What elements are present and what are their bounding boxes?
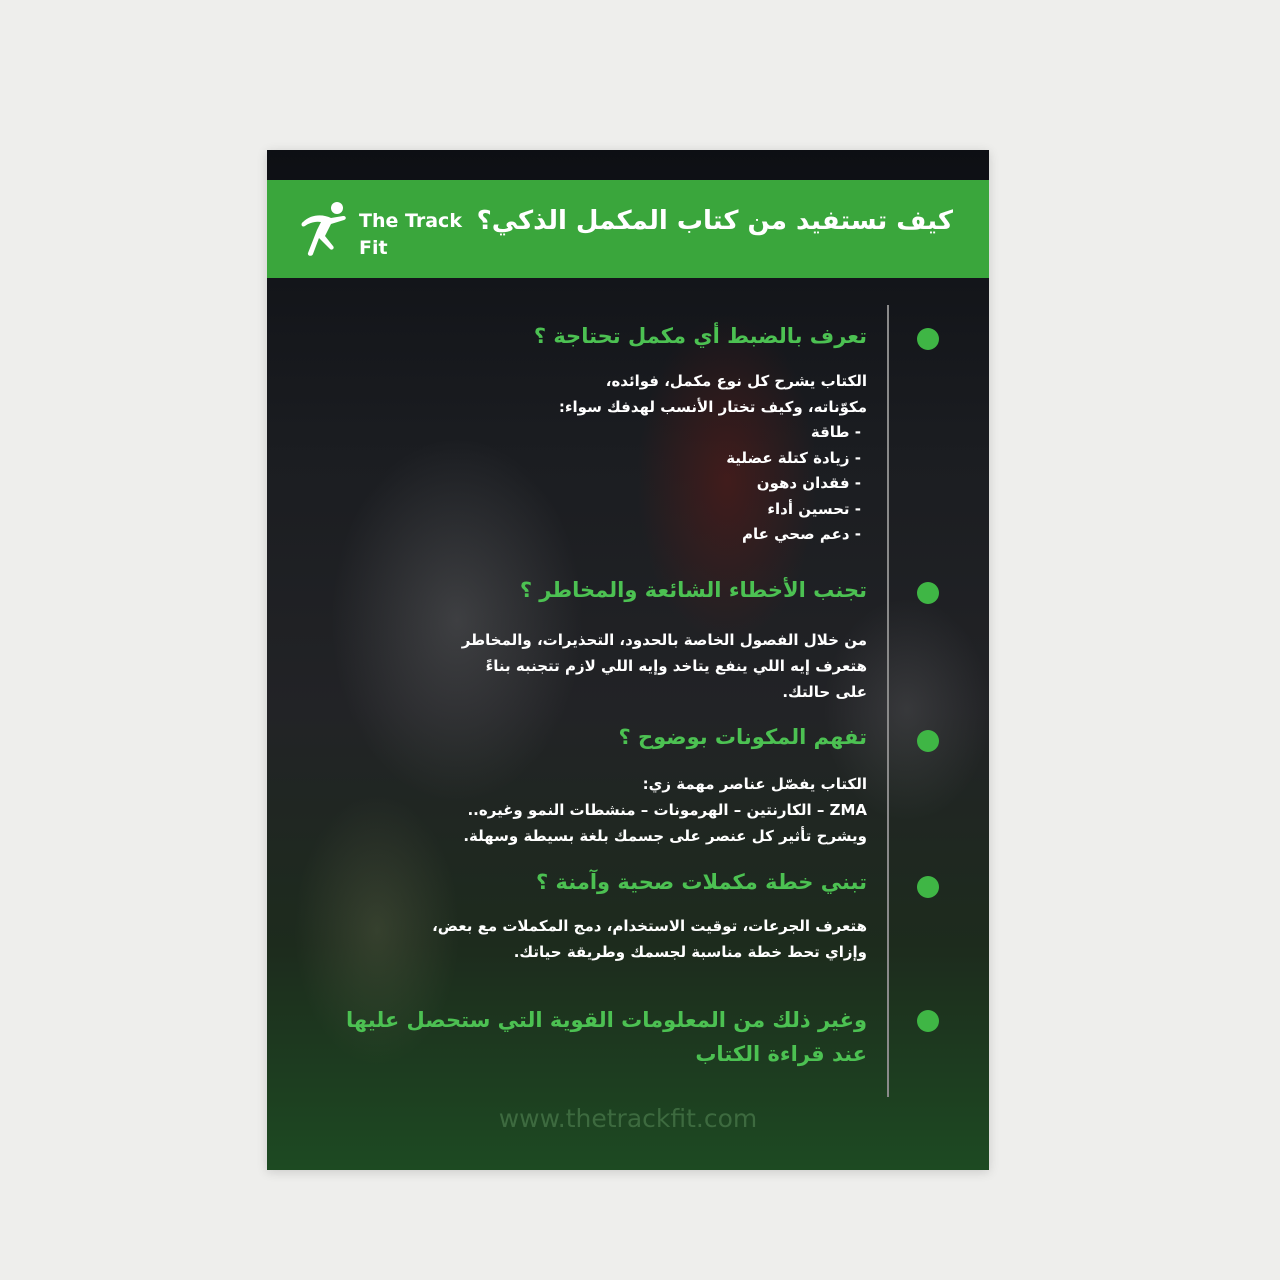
flyer	[267, 150, 989, 1170]
section-text-line: الكتاب يشرح كل نوع مكمل، فوائده،	[605, 372, 867, 390]
section-title: تفهم المكونات بوضوح ؟	[618, 725, 867, 749]
timeline-dot	[917, 328, 939, 350]
section-text-line: مكوّناته، وكيف تختار الأنسب لهدفك سواء:	[558, 398, 867, 416]
section-avoid-mistakes	[520, 578, 867, 602]
logo-text	[359, 208, 479, 262]
timeline-dot	[917, 876, 939, 898]
section-title: تجنب الأخطاء الشائعة والمخاطر ؟	[519, 578, 867, 602]
list-item: - دعم صحي عام	[559, 522, 867, 548]
section-build-plan	[536, 870, 867, 894]
list-item: - فقدان دهون	[559, 471, 867, 497]
section-text-line: من خلال الفصول الخاصة بالحدود، التحذيرات، والمخاطر	[461, 631, 867, 649]
header-band	[267, 180, 989, 278]
closing-line: وغير ذلك من المعلومات القوية التي ستحصل عليها	[346, 1008, 867, 1032]
list-item: - طاقة	[559, 420, 867, 446]
page-title: كيف تستفيد من كتاب المكمل الذكي؟	[476, 206, 953, 236]
closing-statement	[346, 1003, 867, 1071]
section-title: تبني خطة مكملات صحية وآمنة ؟	[536, 870, 867, 894]
list-item: - زيادة كتلة عضلية	[559, 446, 867, 472]
section-title: تعرف بالضبط أي مكمل تحتاجة ؟	[533, 324, 867, 348]
timeline-line	[887, 305, 889, 1097]
goals-list	[559, 420, 867, 548]
logo	[297, 198, 477, 262]
section-build-plan-body	[432, 913, 867, 965]
list-item: - تحسين أداء	[559, 497, 867, 523]
runner-logo-icon	[297, 200, 355, 258]
timeline-dot	[917, 1010, 939, 1032]
section-text-line: الكتاب يفصّل عناصر مهمة زي:	[642, 775, 867, 793]
section-ingredients	[618, 725, 867, 749]
timeline-dot	[917, 582, 939, 604]
section-avoid-mistakes-body	[462, 627, 867, 705]
section-text-line: هتعرف الجرعات، توقيت الاستخدام، دمج المكملات مع بعض،	[432, 917, 867, 935]
logo-text-line1: The Track	[359, 210, 462, 232]
logo-text-line2: Fit	[359, 237, 388, 259]
section-text-line: ويشرح تأثير كل عنصر على جسمك بلغة بسيطة وسهلة.	[463, 827, 867, 845]
timeline-dot	[917, 730, 939, 752]
section-text-line: على حالتك.	[782, 683, 867, 701]
section-choose-supplement	[534, 324, 867, 348]
section-text-line: وإزاي تحط خطة مناسبة لجسمك وطريقة حياتك.	[513, 943, 867, 961]
section-text-line: ZMA – الكارنتين – الهرمونات – منشطات النمو وغيره..	[467, 801, 867, 819]
closing-line: عند قراءة الكتاب	[695, 1042, 867, 1066]
website-url: www.thetrackfit.com	[498, 1104, 758, 1133]
section-text-line: هتعرف إيه اللي ينفع يتاخد وإيه اللي لازم تتجنبه بناءً	[485, 657, 867, 675]
section-ingredients-body	[463, 771, 867, 849]
section-choose-supplement-body	[559, 368, 867, 548]
